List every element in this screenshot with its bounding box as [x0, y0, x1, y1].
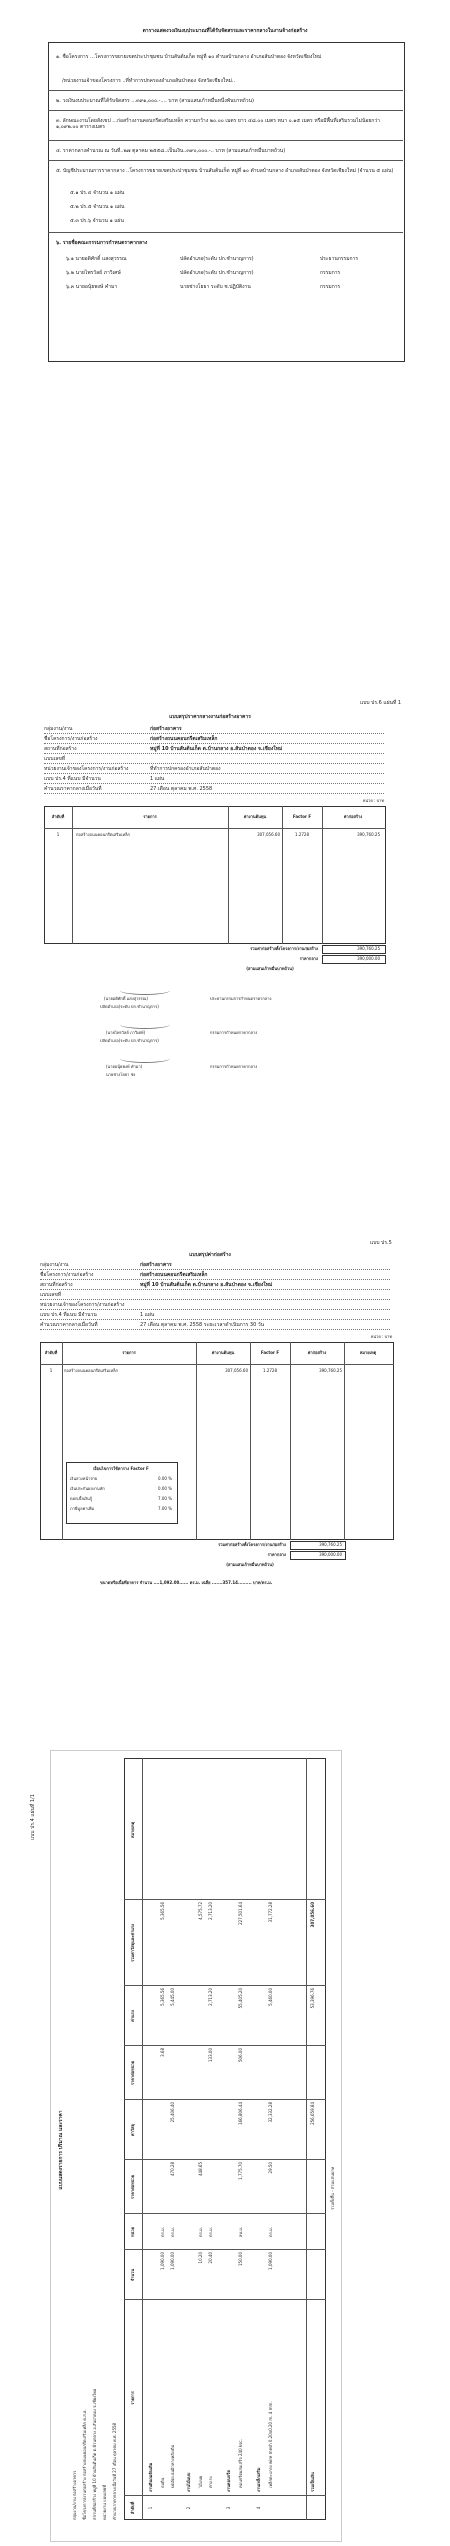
item-total: 390,760.25 [319, 1368, 342, 1373]
budget-line: ๒. วงเงินงบประมาณที่ได้รับจัดสรร ...๓๙๑,๐๐๐.-.... บาท (สามแสนเก้าหมื่นหนึ่งพันบาทถ้วน) [56, 98, 254, 104]
divider [48, 90, 403, 91]
line-sum: 5,365.56 [160, 1902, 165, 1920]
line-no: 4 [256, 2506, 261, 2510]
dotted-line [44, 743, 384, 744]
col-header: ค่างานต้นทุน [211, 1350, 235, 1355]
line-labour-total: 2,713.20 [208, 1988, 213, 2006]
signer-2-name: (นายไพรวัลย์ ภาวิเศษ์) [106, 1030, 146, 1035]
col-header: รายการ [143, 814, 157, 819]
pr4-table [124, 1758, 326, 2520]
condition-label: ภาษีมูลค่าเพิ่ม [70, 1506, 95, 1511]
col-header: ค่าก่อสร้าง [343, 814, 363, 819]
committee-3-position: นายช่างโยธา ระดับ ช.ปฏิบัติงาน [180, 284, 251, 290]
col-header: หมายเหตุ [359, 1350, 377, 1355]
signature-3 [120, 1054, 170, 1063]
column-line [124, 2213, 326, 2214]
line-name: งานเหล็กเสริม [256, 2467, 261, 2492]
sheet-pr6: ๕.๓ ปร.๖ จำนวน ๑ แผ่น [70, 218, 124, 224]
line-name: งานไม้แบบ [186, 2472, 191, 2492]
col-header: Factor F [260, 1350, 280, 1355]
line-qty: 10.20 [198, 2252, 203, 2264]
dotted-line [44, 773, 384, 774]
divider [48, 232, 403, 233]
line-sum: 4,575.72 [198, 1902, 203, 1920]
form-heading: แบบสรุปค่าก่อสร้าง [189, 1252, 231, 1258]
signer-1-role: ประธานกรรมการกำหนดราคากลาง [210, 996, 272, 1001]
dotted-line [40, 1299, 390, 1300]
row-value: หมู่ที่ 10 บ้านสันต้นเก็ด ต.บ้านกลาง อ.สันป่าตอง จ.เชียงใหม่ [150, 746, 283, 752]
line-no: 2 [186, 2506, 191, 2510]
column-line [124, 2299, 326, 2300]
row-value: หมู่ที่ 10 บ้านสันต้นเก็ด ต.บ้านกลาง อ.สันป่าตอง จ.เชียงใหม่ [140, 1282, 273, 1288]
col-header: ค่างานต้นทุน [243, 814, 267, 819]
row-label: ชื่อโครงการ/งานก่อสร้าง [40, 1272, 94, 1278]
form-heading: แบบแสดงรายการ ปริมาณ และราคา [58, 2110, 64, 2190]
header-row: สถานที่ก่อสร้าง หมู่ที่ 10 บ้านสันต้นเก็ด ต.บ้านกลาง อ.สันป่าตอง จ.เชียงใหม่ [92, 2388, 97, 2520]
col-header: ราคาต่อหน่วย [130, 2174, 135, 2200]
signature-2 [120, 1020, 170, 1029]
line-unit: ตร.ม. [170, 2227, 175, 2237]
row-label: คำนวณราคากลางเมื่อวันที่ [44, 786, 102, 792]
median-value: 390,000.00 [357, 956, 380, 961]
row-label: ชื่อโครงการ/งานก่อสร้าง [44, 736, 98, 742]
line-qty: 150.00 [238, 2252, 243, 2266]
estimate-line: ๕. บัญชีประมาณการราคากลาง ..โครงการขยายเขตประปาชุมชน บ้านสันต้นเก็ด หมู่ที่ ๑๐ ตำบลบ้านกลาง อำเภอสันป่าตอง จังหวัดเชียงใหม่ (จำนวน ๕ แผ่น) [56, 168, 394, 174]
condition-value: 0.00 % [158, 1476, 172, 1481]
column-line [124, 2495, 326, 2496]
condition-value: 7.00 % [158, 1496, 172, 1501]
line-material-price: 448.65 [198, 2162, 203, 2176]
line-name: งานดินถมดินเดิม [148, 2462, 153, 2492]
col-header: ลำดับที่ [44, 1350, 58, 1355]
row-label: หน่วยงานเจ้าของโครงการ/งานก่อสร้าง [44, 766, 129, 772]
header-row: คำนวณราคากลางเมื่อวันที่ 27 เดือน ตุลาคม พ.ศ. 2558 [112, 2422, 117, 2520]
unit-label: หน่วย : บาท [362, 798, 384, 803]
sum-label: รวมค่าก่อสร้างทั้งโครงการ/งานก่อสร้าง [250, 946, 318, 951]
pr4-rotated-content [30, 1750, 350, 2540]
condition-value: 7.00 % [158, 1506, 172, 1511]
signer-2-role: กรรมการกำหนดราคากลาง [210, 1030, 258, 1035]
header-row: ชื่อโครงการ/งานก่อสร้าง ก่อสร้างถนนคอนกรีตเสริมเหล็ก ค.ส.ล. [82, 2409, 87, 2520]
total-sum: 307,056.60 [310, 1902, 315, 1928]
page-2-pr6 [0, 700, 450, 1120]
project-name: ๑. ชื่อโครงการ ...โครงการขยายเขตประปาชุมชน บ้านสันต้นเก็ด หมู่ที่ ๑๐ ตำบลบ้านกลาง อำเภอสันป่าตอง จังหวัดเชียงใหม่ [56, 54, 322, 60]
row-label: หน่วยงานเจ้าของโครงการ/งานก่อสร้าง [40, 1302, 125, 1308]
unit-label: หน่วย : บาท [370, 1334, 392, 1339]
committee-3-name: ๖.๓ นายอนุ้ยพงษ์ คำมา [66, 284, 118, 290]
column-line [72, 806, 73, 944]
committee-heading: ๖. รายชื่อคณะกรรมการกำหนดราคากลาง [56, 240, 148, 246]
header-row: หน่วยงาน แบบเลขที่ [102, 2484, 107, 2520]
line-unit: ตร.ม. [208, 2227, 213, 2237]
dotted-line [44, 733, 384, 734]
signer-3-position: นายช่างโยธา ช่ง [106, 1072, 136, 1077]
line-labour-price: 133.00 [208, 2048, 213, 2062]
median-label: ราคากลาง [299, 956, 318, 961]
item-total: 390,760.25 [357, 832, 380, 837]
row-value: 1 แผ่น [140, 1312, 155, 1318]
col-header: Factor F [292, 814, 312, 819]
dotted-line [40, 1279, 390, 1280]
dotted-line [40, 1329, 390, 1330]
col-header: ลำดับที่ [51, 814, 65, 819]
column-line [124, 1899, 326, 1900]
item-factor: 1.2728 [295, 832, 309, 837]
dotted-line [40, 1309, 390, 1310]
row-value: ก่อสร้างถนนคอนกรีตเสริมเหล็ก [140, 1272, 208, 1278]
signer-3-role: กรรมการกำหนดราคากลาง [210, 1064, 258, 1069]
signer-1-name: (นายอดิศักดิ์ แสงสุวรรณ) [104, 996, 148, 1001]
line-labour-price: 506.00 [238, 2048, 243, 2062]
row-label: คำนวณราคากลางเมื่อวันที่ [40, 1322, 98, 1328]
dotted-line [44, 783, 384, 784]
total-material: 256,659.84 [310, 2102, 315, 2125]
col-header: ค่าวัสดุ [130, 2123, 135, 2137]
row-value: ที่ทำการปกครองอำเภอสันป่าตอง [150, 766, 221, 772]
col-header: รายการ [122, 1350, 136, 1355]
row-label: แบบ ปร.4 ที่แนบ มีจำนวน [44, 776, 101, 782]
item-name: ก่อสร้างถนนคอนกรีตเสริมเหล็ก [64, 1368, 118, 1373]
line-qty: 1,090.00 [160, 2252, 165, 2270]
line-no: 1 [148, 2506, 153, 2510]
row-label: แบบ ปร.4 ที่แนบ มีจำนวน [40, 1312, 97, 1318]
line-qty: 1,090.00 [170, 2252, 175, 2270]
line-name: ถมดิน [160, 2477, 165, 2488]
item-cost: 307,056.60 [257, 832, 280, 837]
total-in-words: รวมทั้งสิ้น - สามแสนบาท [330, 2166, 335, 2210]
line-name: บดอัดแน่นผิวทางหลังเดิม [170, 2444, 175, 2488]
col-header: หมายเหตุ [130, 1821, 135, 1839]
page-4-pr4 [0, 1740, 450, 2546]
row-label: แบบเลขที่ [44, 756, 66, 762]
divider [48, 110, 403, 111]
item-factor: 1.2728 [263, 1368, 277, 1373]
line-labour-total: 5,445.00 [170, 1988, 175, 2006]
header-row: กลุ่มงาน/งาน ก่อสร้างอาคาร [72, 2470, 77, 2520]
line-sum: 2,713.20 [208, 1902, 213, 1920]
amount-in-words: (สามแสนเก้าหมื่นบาทถ้วน) [246, 966, 294, 971]
form-number: แบบ ปร.6 แผ่นที่ 1 [360, 700, 402, 706]
condition-label: ดอกเบี้ยเงินกู้ [70, 1496, 93, 1501]
row-label: สถานที่ก่อสร้าง [40, 1282, 73, 1288]
line-material-price: 470.28 [170, 2162, 175, 2176]
signer-2-position: ปลัดอำเภอ(ระดับ ปก.ชำนาญการ) [100, 1038, 159, 1043]
form-number: แบบ ปร.5 [370, 1240, 392, 1246]
form-heading: แบบสรุปราคากลางงานก่อสร้างอาคาร [169, 714, 251, 720]
committee-3-role: กรรมการ [320, 284, 341, 290]
condition-label: เงินล่วงหน้าจ่าย [70, 1476, 98, 1481]
committee-1-position: ปลัดอำเภอ(ระดับ ปก.ชำนาญการ) [180, 256, 254, 262]
item-number: 1 [56, 832, 60, 837]
line-material-total: 166,806.44 [238, 2102, 243, 2125]
column-line [62, 1342, 63, 1540]
col-header: รวมค่าวัสดุและค่าแรง [130, 1923, 135, 1963]
column-line [124, 1985, 326, 1986]
sum-value: 390,760.25 [357, 946, 380, 951]
row-value: 1 แผ่น [150, 776, 165, 782]
row-label: กลุ่มงาน/งาน [40, 1262, 69, 1268]
line-sum: 31,772.28 [268, 1902, 273, 1923]
signer-3-name: (นายอนุ้ยพงษ์ คำมา) [106, 1064, 143, 1069]
table-header-line [44, 828, 386, 829]
dotted-line [40, 1289, 390, 1290]
page-1-title: ตารางแสดงวงเงินงบประมาณที่ได้รับจัดสรรและราคากลางในงานจ้างก่อสร้าง [142, 28, 308, 34]
line-material-total: 25,406.40 [170, 2102, 175, 2123]
total-labour: 53,396.76 [310, 1988, 315, 2009]
row-value: 27 เดือน ตุลาคม พ.ศ. 2558 [150, 786, 213, 792]
row-value: 27 เดือน ตุลาคม พ.ศ. 2558 ระยะเวลาดำเนินการ 30 วัน [140, 1322, 265, 1328]
committee-2-name: ๖.๒ นายไพรวัลย์ ภาวิเศษ์ [66, 270, 121, 276]
column-line [124, 2045, 326, 2046]
col-header: หน่วย [130, 2227, 135, 2237]
line-name: คอนกรีตผสมเสร็จ 240 ksc. [238, 2439, 243, 2488]
summary-table [44, 806, 386, 944]
median-label: ราคากลาง [267, 1552, 286, 1557]
item-name: ก่อสร้างถนนคอนกรีตเสริมเหล็ก [76, 832, 130, 837]
committee-2-role: กรรมการ [320, 270, 341, 276]
line-name: เหล็กตะแกรง wire mesh 0.20x0.20 m. 4 mm. [268, 2401, 273, 2488]
condition-label: เงินประกันผลงานหัก [70, 1486, 105, 1491]
page-3-pr5 [0, 1240, 450, 1640]
line-unit: ตร.ม. [268, 2227, 273, 2237]
line-name: ไม้แบบ [198, 2475, 203, 2488]
row-label: กลุ่มงาน/งาน [44, 726, 73, 732]
dotted-line [44, 763, 384, 764]
col-header: ลำดับที่ [130, 2501, 135, 2515]
description-line: ๓. ลักษณะงานโดยสังเขป ...ก่อสร้างงานคอนกรีตเสริมเหล็ก ความกว้าง ๒๐.๐๐ เมตร ยาว ๔๘.๐๐ เมตร หนา ๐.๑๕ เมตร หรือมีพื้นที่เสริมรวมไม่น้อยกว่า ๑,๐๙๒.๐๐ ตารางเมตร [56, 118, 380, 130]
col-header: ราคาต่อหน่วย [130, 2060, 135, 2086]
dotted-line [44, 793, 384, 794]
committee-2-position: ปลัดอำเภอ(ระดับ ปก.ชำนาญการ) [180, 270, 254, 276]
dotted-line [40, 1269, 390, 1270]
owner-unit: /หน่วยงานเจ้าของโครงการ ..ที่ทำการปกครองอำเภอสันป่าตอง จังหวัดเชียงใหม่.. [62, 78, 236, 84]
column-line [322, 806, 323, 944]
row-label: สถานที่ก่อสร้าง [44, 746, 77, 752]
row-label: แบบเลขที่ [40, 1292, 62, 1298]
item-number: 1 [49, 1368, 53, 1373]
row-value: ก่อสร้างอาคาร [140, 1262, 172, 1268]
condition-value: 0.00 % [158, 1486, 172, 1491]
line-labour-price: 3.68 [160, 2048, 165, 2057]
line-labour-total: 5,365.56 [160, 1988, 165, 2006]
line-qty: 1,090.00 [268, 2252, 273, 2270]
row-value: ก่อสร้างถนนคอนกรีตเสริมเหล็ก [150, 736, 218, 742]
line-unit: ลบ.ม. [238, 2226, 243, 2238]
column-line [124, 2099, 326, 2100]
median-value: 390,000.00 [319, 1552, 342, 1557]
line-material-total: 32,332.28 [268, 2102, 273, 2123]
line-labour-total: 55,405.20 [238, 1988, 243, 2009]
total-label: รวมเป็นเงิน [310, 2472, 315, 2492]
col-header: รายการ [130, 2391, 135, 2405]
line-qty: 20.40 [208, 2252, 213, 2264]
divider [48, 140, 403, 141]
dotted-line [44, 753, 384, 754]
sum-label: รวมค่าก่อสร้างทั้งโครงการ/งานก่อสร้าง [218, 1542, 286, 1547]
column-line [124, 2249, 326, 2250]
column-line [344, 1342, 345, 1540]
item-cost: 307,056.60 [225, 1368, 248, 1373]
table-header-line [142, 1758, 143, 2520]
table-header-line [40, 1364, 394, 1365]
area-footer: ขนาดหรือเนื้อที่อาคาร จำนวน ....1,092.00...... ตร.ม. เฉลี่ย .......357.14......... บาท/ตร.ม. [100, 1580, 273, 1585]
line-sum: 227,501.64 [238, 1902, 243, 1925]
factor-conditions-title: เงื่อนไขการใช้ตาราง Factor F [93, 1466, 149, 1471]
column-line [228, 806, 229, 944]
line-unit: ตร.ม. [160, 2227, 165, 2237]
sheet-pr4: ๕.๑ ปร.๔ จำนวน ๑ แผ่น [70, 190, 125, 196]
amount-in-words: (สามแสนเก้าหมื่นบาทถ้วน) [226, 1562, 274, 1567]
committee-1-role: ประธานกรรมการ [320, 256, 359, 262]
line-name: ค่าแรง [208, 2476, 213, 2488]
line-name: งานคอนกรีต [226, 2470, 231, 2492]
total-line [306, 1758, 307, 2520]
column-line [124, 2159, 326, 2160]
signature-1 [120, 986, 170, 995]
line-labour-total: 5,460.00 [268, 1988, 273, 2006]
dotted-line [40, 1319, 390, 1320]
factor-conditions-box [66, 1462, 178, 1524]
signer-1-position: ปลัดอำเภอ(ระดับ ปก.ชำนาญการ) [100, 1004, 159, 1009]
divider [48, 160, 403, 161]
line-material-price: 1,775.70 [238, 2162, 243, 2180]
page-1-summary [0, 0, 450, 420]
line-material-price: 29.50 [268, 2162, 273, 2174]
line-unit: ตร.ม. [198, 2227, 203, 2237]
col-header: จำนวน [130, 2268, 135, 2282]
col-header: ค่าก่อสร้าง [307, 1350, 327, 1355]
line-no: 3 [226, 2506, 231, 2510]
sheet-pr5: ๕.๒ ปร.๕ จำนวน ๑ แผ่น [70, 204, 125, 210]
row-value: ก่อสร้างอาคาร [150, 726, 182, 732]
column-line [282, 806, 283, 944]
committee-1-name: ๖.๑ นายอดิศักดิ์ แสงสุวรรณ [66, 256, 127, 262]
col-header: ค่าแรง [130, 2010, 135, 2022]
form-number: แบบ ปร.4 แผ่นที่ 1/1 [30, 1794, 36, 1840]
sum-value: 390,760.25 [319, 1542, 342, 1547]
median-price-line: ๔. ราคากลางคำนวณ ณ วันที่..๒๗ ตุลาคม ๒๕๕๘..เป็นเงิน..๓๙๐,๐๐๐.-.. บาท (สามแสนเก้าหมื่นบาทถ้วน) [56, 148, 286, 154]
